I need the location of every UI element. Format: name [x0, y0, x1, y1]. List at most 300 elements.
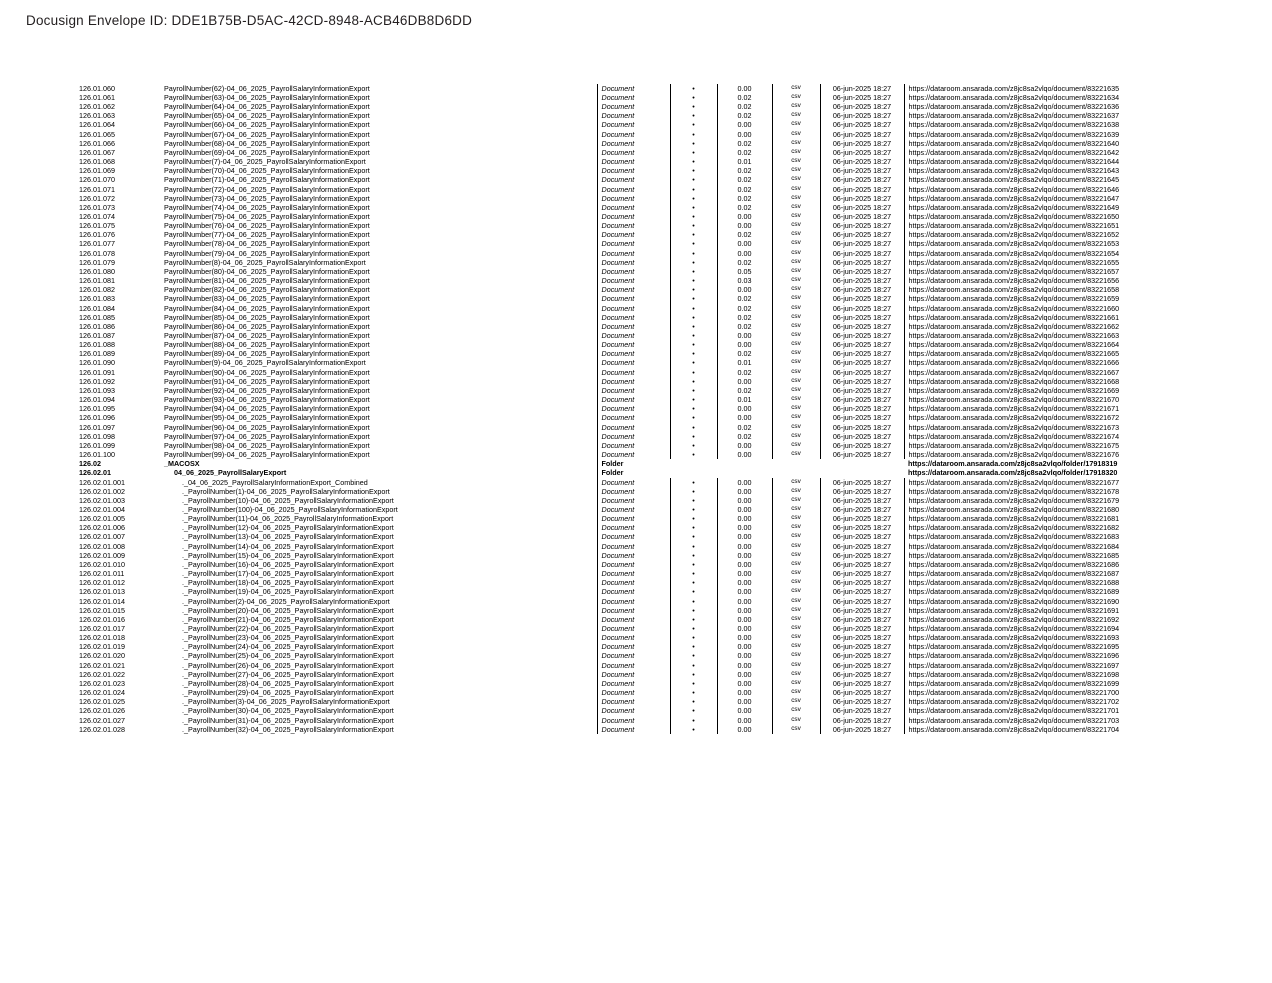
row-item-type: Document	[597, 414, 670, 423]
row-file-format: csv	[772, 514, 820, 523]
row-file-size: 0.01	[717, 157, 772, 166]
row-document-link[interactable]: https://dataroom.ansarada.com/z8jc8sa2vlqo/document/83221663	[904, 331, 1146, 340]
row-modified-date: 06-jun-2025 18:27	[820, 487, 904, 496]
row-item-name: PayrollNumber(98)-04_06_2025_PayrollSalaryInformationExport	[164, 441, 370, 450]
row-file-size: 0.02	[717, 111, 772, 120]
row-item-name: ._PayrollNumber(18)-04_06_2025_PayrollSalaryInformationExport	[182, 578, 394, 588]
row-item-name: ._PayrollNumber(11)-04_06_2025_PayrollSalaryInformationExport	[182, 514, 394, 524]
row-status-dot: •	[670, 240, 717, 249]
row-index-number: 126.01.100	[79, 450, 115, 460]
row-document-link[interactable]: https://dataroom.ansarada.com/z8jc8sa2vlqo/document/83221673	[904, 423, 1146, 432]
row-document-link[interactable]: https://dataroom.ansarada.com/z8jc8sa2vlqo/document/83221635	[904, 84, 1146, 93]
row-status-dot: •	[670, 157, 717, 166]
row-file-size: 0.00	[717, 606, 772, 615]
row-item-type: Document	[597, 93, 670, 102]
table-row	[76, 404, 1146, 413]
row-index-number: 126.01.084	[79, 303, 115, 313]
row-file-format: csv	[772, 194, 820, 203]
row-status-dot: •	[670, 194, 717, 203]
row-file-format: csv	[772, 578, 820, 587]
row-status-dot: •	[670, 450, 717, 459]
table-row	[76, 148, 1146, 157]
row-file-size: 0.00	[717, 551, 772, 560]
row-document-link[interactable]: https://dataroom.ansarada.com/z8jc8sa2vlqo/document/83221688	[904, 578, 1146, 587]
row-item-name: PayrollNumber(64)-04_06_2025_PayrollSalaryInformationExport	[164, 102, 370, 112]
table-row	[76, 478, 1146, 487]
row-status-dot	[670, 469, 717, 478]
row-index-number: 126.01.061	[79, 93, 115, 102]
table-row	[76, 221, 1146, 230]
row-index-number: 126.02.01.015	[79, 605, 125, 615]
row-status-dot: •	[670, 643, 717, 652]
row-item-name: ._PayrollNumber(27)-04_06_2025_PayrollSalaryInformationExport	[182, 670, 394, 679]
row-item-type: Document	[597, 350, 670, 359]
row-modified-date: 06-jun-2025 18:27	[820, 524, 904, 533]
row-item-type: Document	[597, 597, 670, 606]
row-file-size: 0.00	[717, 542, 772, 551]
row-file-format: csv	[772, 414, 820, 423]
row-status-dot: •	[670, 551, 717, 560]
row-modified-date: 06-jun-2025 18:27	[820, 588, 904, 597]
table-row	[76, 121, 1146, 130]
row-item-type: Document	[597, 148, 670, 157]
row-file-format: csv	[772, 551, 820, 560]
row-index-number: 126.01.068	[79, 157, 115, 167]
row-item-type: Document	[597, 368, 670, 377]
row-modified-date: 06-jun-2025 18:27	[820, 597, 904, 606]
row-modified-date: 06-jun-2025 18:27	[820, 725, 904, 734]
row-document-link[interactable]: https://dataroom.ansarada.com/z8jc8sa2vlqo/document/83221697	[904, 661, 1146, 670]
row-file-format: csv	[772, 331, 820, 340]
row-modified-date: 06-jun-2025 18:27	[820, 450, 904, 459]
table-row	[76, 212, 1146, 221]
row-status-dot: •	[670, 478, 717, 487]
row-item-name: ._PayrollNumber(26)-04_06_2025_PayrollSalaryInformationExport	[182, 660, 394, 670]
row-document-link[interactable]: https://dataroom.ansarada.com/z8jc8sa2vlqo/document/83221634	[904, 93, 1146, 102]
row-index-number: 126.02.01.003	[79, 496, 125, 505]
row-item-name: PayrollNumber(83)-04_06_2025_PayrollSalaryInformationExport	[164, 294, 370, 304]
row-item-name: PayrollNumber(67)-04_06_2025_PayrollSalaryInformationExport	[164, 129, 370, 139]
row-status-dot: •	[670, 679, 717, 688]
table-row	[76, 569, 1146, 578]
row-document-link[interactable]: https://dataroom.ansarada.com/z8jc8sa2vlqo/document/83221650	[904, 212, 1146, 221]
row-modified-date: 06-jun-2025 18:27	[820, 157, 904, 166]
row-file-format: csv	[772, 203, 820, 212]
row-document-link[interactable]: https://dataroom.ansarada.com/z8jc8sa2vlqo/document/83221642	[904, 148, 1146, 157]
row-document-link[interactable]: https://dataroom.ansarada.com/z8jc8sa2vlqo/document/83221700	[904, 688, 1146, 697]
row-item-name: 04_06_2025_PayrollSalaryExport	[174, 468, 287, 478]
table-row	[76, 652, 1146, 661]
row-file-format: csv	[772, 340, 820, 349]
row-document-link[interactable]: https://dataroom.ansarada.com/z8jc8sa2vlqo/document/83221672	[904, 414, 1146, 423]
table-row	[76, 469, 1146, 478]
row-modified-date: 06-jun-2025 18:27	[820, 111, 904, 120]
row-item-name: ._PayrollNumber(31)-04_06_2025_PayrollSalaryInformationExport	[182, 715, 394, 725]
row-status-dot: •	[670, 597, 717, 606]
row-document-link[interactable]: https://dataroom.ansarada.com/z8jc8sa2vlqo/document/83221687	[904, 569, 1146, 578]
row-item-name: PayrollNumber(88)-04_06_2025_PayrollSalaryInformationExport	[164, 340, 370, 350]
row-document-link[interactable]: https://dataroom.ansarada.com/z8jc8sa2vlqo/document/83221664	[904, 340, 1146, 349]
row-modified-date: 06-jun-2025 18:27	[820, 368, 904, 377]
row-item-name: ._PayrollNumber(15)-04_06_2025_PayrollSalaryInformationExport	[182, 550, 394, 560]
row-modified-date: 06-jun-2025 18:27	[820, 533, 904, 542]
row-file-size: 0.00	[717, 652, 772, 661]
row-modified-date: 06-jun-2025 18:27	[820, 478, 904, 487]
row-item-type: Document	[597, 450, 670, 459]
row-document-link[interactable]: https://dataroom.ansarada.com/z8jc8sa2vlqo/document/83221639	[904, 130, 1146, 139]
row-document-link[interactable]: https://dataroom.ansarada.com/z8jc8sa2vlqo/document/83221679	[904, 496, 1146, 505]
row-modified-date	[820, 459, 904, 468]
row-file-size: 0.00	[717, 441, 772, 450]
row-file-size: 0.00	[717, 121, 772, 130]
row-item-name: PayrollNumber(9)-04_06_2025_PayrollSalaryInformationExport	[164, 358, 366, 368]
row-modified-date: 06-jun-2025 18:27	[820, 441, 904, 450]
row-item-type: Document	[597, 304, 670, 313]
row-status-dot: •	[670, 102, 717, 111]
row-document-link[interactable]: https://dataroom.ansarada.com/z8jc8sa2vlqo/document/83221653	[904, 240, 1146, 249]
row-item-type: Document	[597, 84, 670, 93]
row-index-number: 126.01.063	[79, 111, 115, 121]
row-document-link[interactable]: https://dataroom.ansarada.com/z8jc8sa2vlqo/document/83221654	[904, 249, 1146, 258]
row-status-dot: •	[670, 404, 717, 413]
table-row	[76, 606, 1146, 615]
table-row	[76, 661, 1146, 670]
row-index-number: 126.01.097	[79, 422, 115, 432]
row-item-name: PayrollNumber(96)-04_06_2025_PayrollSalaryInformationExport	[164, 422, 370, 432]
row-document-link[interactable]: https://dataroom.ansarada.com/z8jc8sa2vlqo/document/83221645	[904, 176, 1146, 185]
row-modified-date: 06-jun-2025 18:27	[820, 93, 904, 102]
row-file-size: 0.02	[717, 386, 772, 395]
row-file-format: csv	[772, 185, 820, 194]
row-status-dot: •	[670, 93, 717, 102]
row-modified-date: 06-jun-2025 18:27	[820, 624, 904, 633]
row-document-link[interactable]: https://dataroom.ansarada.com/z8jc8sa2vlqo/document/83221703	[904, 716, 1146, 725]
row-item-name: PayrollNumber(74)-04_06_2025_PayrollSalaryInformationExport	[164, 203, 370, 212]
row-file-size: 0.00	[717, 533, 772, 542]
row-status-dot: •	[670, 176, 717, 185]
row-item-name: PayrollNumber(7)-04_06_2025_PayrollSalaryInformationExport	[164, 157, 366, 167]
table-row	[76, 157, 1146, 166]
row-document-link[interactable]: https://dataroom.ansarada.com/z8jc8sa2vlqo/document/83221676	[904, 450, 1146, 459]
row-file-format: csv	[772, 395, 820, 404]
row-status-dot: •	[670, 615, 717, 624]
row-document-link[interactable]: https://dataroom.ansarada.com/z8jc8sa2vlqo/document/83221659	[904, 295, 1146, 304]
row-modified-date: 06-jun-2025 18:27	[820, 377, 904, 386]
row-modified-date: 06-jun-2025 18:27	[820, 295, 904, 304]
row-item-type: Document	[597, 221, 670, 230]
table-row	[76, 313, 1146, 322]
row-file-size: 0.02	[717, 166, 772, 175]
row-modified-date: 06-jun-2025 18:27	[820, 688, 904, 697]
row-file-size: 0.00	[717, 524, 772, 533]
row-status-dot: •	[670, 716, 717, 725]
row-document-link[interactable]: https://dataroom.ansarada.com/z8jc8sa2vlqo/document/83221668	[904, 377, 1146, 386]
row-document-link[interactable]: https://dataroom.ansarada.com/z8jc8sa2vlqo/document/83221701	[904, 707, 1146, 716]
row-item-name: PayrollNumber(94)-04_06_2025_PayrollSalaryInformationExport	[164, 404, 370, 414]
row-file-format: csv	[772, 368, 820, 377]
row-document-link[interactable]: https://dataroom.ansarada.com/z8jc8sa2vlqo/document/83221674	[904, 432, 1146, 441]
row-item-type: Document	[597, 386, 670, 395]
row-document-link[interactable]: https://dataroom.ansarada.com/z8jc8sa2vlqo/document/83221696	[904, 652, 1146, 661]
row-file-size: 0.00	[717, 597, 772, 606]
row-item-type: Document	[597, 652, 670, 661]
row-item-type: Document	[597, 285, 670, 294]
row-document-link[interactable]: https://dataroom.ansarada.com/z8jc8sa2vlqo/document/83221690	[904, 597, 1146, 606]
row-document-link[interactable]: https://dataroom.ansarada.com/z8jc8sa2vlqo/document/83221698	[904, 670, 1146, 679]
row-index-number: 126.02.01.009	[79, 550, 125, 560]
row-status-dot: •	[670, 276, 717, 285]
row-document-link[interactable]: https://dataroom.ansarada.com/z8jc8sa2vlqo/document/83221680	[904, 505, 1146, 514]
row-status-dot: •	[670, 505, 717, 514]
row-modified-date: 06-jun-2025 18:27	[820, 121, 904, 130]
row-document-link[interactable]: https://dataroom.ansarada.com/z8jc8sa2vlqo/document/83221671	[904, 404, 1146, 413]
row-file-format: csv	[772, 304, 820, 313]
row-item-type: Document	[597, 295, 670, 304]
row-item-name: PayrollNumber(90)-04_06_2025_PayrollSalaryInformationExport	[164, 367, 370, 377]
row-status-dot: •	[670, 139, 717, 148]
row-file-size: 0.00	[717, 377, 772, 386]
row-file-format: csv	[772, 533, 820, 542]
row-file-size: 0.00	[717, 624, 772, 633]
row-document-link[interactable]: https://dataroom.ansarada.com/z8jc8sa2vlqo/document/83221694	[904, 624, 1146, 633]
row-item-type: Document	[597, 139, 670, 148]
table-row	[76, 395, 1146, 404]
row-item-name: PayrollNumber(77)-04_06_2025_PayrollSalaryInformationExport	[164, 230, 370, 240]
row-file-size: 0.00	[717, 212, 772, 221]
row-file-size: 0.00	[717, 688, 772, 697]
row-file-format: csv	[772, 487, 820, 496]
row-index-number: 126.01.092	[79, 377, 115, 386]
row-item-type: Document	[597, 203, 670, 212]
row-document-link[interactable]: https://dataroom.ansarada.com/z8jc8sa2vlqo/document/83221643	[904, 166, 1146, 175]
row-document-link[interactable]: https://dataroom.ansarada.com/z8jc8sa2vlqo/document/83221692	[904, 615, 1146, 624]
row-modified-date: 06-jun-2025 18:27	[820, 615, 904, 624]
row-index-number: 126.01.060	[79, 84, 115, 93]
table-row	[76, 249, 1146, 258]
row-item-name: ._PayrollNumber(24)-04_06_2025_PayrollSalaryInformationExport	[182, 642, 394, 652]
row-status-dot: •	[670, 670, 717, 679]
row-document-link[interactable]: https://dataroom.ansarada.com/z8jc8sa2vlqo/document/83221695	[904, 643, 1146, 652]
row-document-link[interactable]: https://dataroom.ansarada.com/z8jc8sa2vlqo/document/83221649	[904, 203, 1146, 212]
row-file-format	[772, 459, 820, 468]
row-document-link[interactable]: https://dataroom.ansarada.com/z8jc8sa2vlqo/document/83221669	[904, 386, 1146, 395]
row-document-link[interactable]: https://dataroom.ansarada.com/z8jc8sa2vlqo/document/83221699	[904, 679, 1146, 688]
row-modified-date: 06-jun-2025 18:27	[820, 404, 904, 413]
row-document-link[interactable]: https://dataroom.ansarada.com/z8jc8sa2vlqo/document/83221693	[904, 633, 1146, 642]
row-document-link[interactable]: https://dataroom.ansarada.com/z8jc8sa2vlqo/document/83221661	[904, 313, 1146, 322]
table-row	[76, 441, 1146, 450]
row-document-link[interactable]: https://dataroom.ansarada.com/z8jc8sa2vlqo/document/83221704	[904, 725, 1146, 734]
row-document-link[interactable]: https://dataroom.ansarada.com/z8jc8sa2vlqo/document/83221702	[904, 697, 1146, 706]
row-document-link[interactable]: https://dataroom.ansarada.com/z8jc8sa2vlqo/document/83221683	[904, 533, 1146, 542]
row-status-dot: •	[670, 432, 717, 441]
row-file-format: csv	[772, 84, 820, 93]
row-item-type: Document	[597, 615, 670, 624]
row-document-link[interactable]: https://dataroom.ansarada.com/z8jc8sa2vlqo/document/83221691	[904, 606, 1146, 615]
row-document-link[interactable]: https://dataroom.ansarada.com/z8jc8sa2vlqo/document/83221651	[904, 221, 1146, 230]
row-file-size: 0.00	[717, 130, 772, 139]
row-file-format: csv	[772, 313, 820, 322]
row-file-size: 0.00	[717, 578, 772, 587]
row-document-link[interactable]: https://dataroom.ansarada.com/z8jc8sa2vlqo/document/83221686	[904, 560, 1146, 569]
row-document-link[interactable]: https://dataroom.ansarada.com/z8jc8sa2vlqo/document/83221655	[904, 258, 1146, 267]
row-status-dot: •	[670, 221, 717, 230]
row-file-size: 0.00	[717, 487, 772, 496]
row-item-type: Document	[597, 331, 670, 340]
row-item-name: PayrollNumber(70)-04_06_2025_PayrollSalaryInformationExport	[164, 166, 370, 176]
table-row	[76, 340, 1146, 349]
row-modified-date: 06-jun-2025 18:27	[820, 670, 904, 679]
row-file-format: csv	[772, 249, 820, 258]
row-document-link[interactable]: https://dataroom.ansarada.com/z8jc8sa2vlqo/document/83221646	[904, 185, 1146, 194]
row-document-link[interactable]: https://dataroom.ansarada.com/z8jc8sa2vlqo/document/83221636	[904, 102, 1146, 111]
row-file-format: csv	[772, 423, 820, 432]
row-item-name: ._04_06_2025_PayrollSalaryInformationExport_Combined	[182, 477, 368, 487]
row-index-number: 126.01.095	[79, 404, 115, 414]
table-row	[76, 542, 1146, 551]
row-item-name: ._PayrollNumber(2)-04_06_2025_PayrollSalaryInformationExport	[182, 596, 390, 606]
row-item-type: Document	[597, 505, 670, 514]
row-item-type: Document	[597, 231, 670, 240]
row-item-type: Document	[597, 267, 670, 276]
row-document-link[interactable]: https://dataroom.ansarada.com/z8jc8sa2vlqo/document/83221658	[904, 285, 1146, 294]
table-row	[76, 350, 1146, 359]
row-index-number: 126.01.075	[79, 221, 115, 231]
row-file-format: csv	[772, 432, 820, 441]
row-document-link[interactable]: https://dataroom.ansarada.com/z8jc8sa2vlqo/document/83221675	[904, 441, 1146, 450]
table-row	[76, 423, 1146, 432]
row-index-number: 126.01.089	[79, 349, 115, 359]
row-item-name: PayrollNumber(78)-04_06_2025_PayrollSalaryInformationExport	[164, 239, 370, 249]
row-modified-date: 06-jun-2025 18:27	[820, 176, 904, 185]
row-item-type: Document	[597, 166, 670, 175]
row-document-link[interactable]: https://dataroom.ansarada.com/z8jc8sa2vlqo/document/83221681	[904, 514, 1146, 523]
row-document-link[interactable]: https://dataroom.ansarada.com/z8jc8sa2vlqo/document/83221660	[904, 304, 1146, 313]
row-modified-date: 06-jun-2025 18:27	[820, 414, 904, 423]
row-file-format: csv	[772, 450, 820, 459]
row-item-name: PayrollNumber(62)-04_06_2025_PayrollSalaryInformationExport	[164, 84, 370, 93]
row-item-name: PayrollNumber(68)-04_06_2025_PayrollSalaryInformationExport	[164, 138, 370, 148]
table-row	[76, 432, 1146, 441]
row-status-dot: •	[670, 267, 717, 276]
row-document-link[interactable]: https://dataroom.ansarada.com/z8jc8sa2vlqo/document/83221682	[904, 524, 1146, 533]
row-item-name: PayrollNumber(91)-04_06_2025_PayrollSalaryInformationExport	[164, 377, 370, 386]
row-file-format: csv	[772, 679, 820, 688]
table-row	[76, 679, 1146, 688]
row-document-link[interactable]: https://dataroom.ansarada.com/z8jc8sa2vlqo/document/83221670	[904, 395, 1146, 404]
row-modified-date: 06-jun-2025 18:27	[820, 697, 904, 706]
row-file-size: 0.02	[717, 176, 772, 185]
row-file-size: 0.00	[717, 514, 772, 523]
row-document-link[interactable]: https://dataroom.ansarada.com/z8jc8sa2vlqo/document/83221652	[904, 231, 1146, 240]
row-document-link[interactable]: https://dataroom.ansarada.com/z8jc8sa2vlqo/document/83221637	[904, 111, 1146, 120]
row-document-link[interactable]: https://dataroom.ansarada.com/z8jc8sa2vlqo/document/83221647	[904, 194, 1146, 203]
row-file-format: csv	[772, 624, 820, 633]
row-file-format: csv	[772, 560, 820, 569]
row-modified-date: 06-jun-2025 18:27	[820, 359, 904, 368]
row-document-link[interactable]: https://dataroom.ansarada.com/z8jc8sa2vlqo/folder/17918319	[908, 459, 1118, 469]
row-item-type: Document	[597, 121, 670, 130]
row-status-dot: •	[670, 331, 717, 340]
row-item-name: ._PayrollNumber(19)-04_06_2025_PayrollSalaryInformationExport	[182, 587, 394, 597]
row-document-link[interactable]: https://dataroom.ansarada.com/z8jc8sa2vlqo/document/83221689	[904, 588, 1146, 597]
row-status-dot: •	[670, 560, 717, 569]
row-document-link[interactable]: https://dataroom.ansarada.com/z8jc8sa2vlqo/document/83221678	[904, 487, 1146, 496]
row-document-link[interactable]: https://dataroom.ansarada.com/z8jc8sa2vlqo/document/83221684	[904, 542, 1146, 551]
row-file-format: csv	[772, 285, 820, 294]
row-item-name: PayrollNumber(86)-04_06_2025_PayrollSalaryInformationExport	[164, 322, 370, 331]
table-row	[76, 459, 1146, 468]
row-modified-date: 06-jun-2025 18:27	[820, 423, 904, 432]
row-index-number: 126.02.01.021	[79, 660, 125, 670]
row-item-name: PayrollNumber(99)-04_06_2025_PayrollSalaryInformationExport	[164, 450, 370, 460]
row-item-type: Document	[597, 185, 670, 194]
row-document-link[interactable]: https://dataroom.ansarada.com/z8jc8sa2vlqo/document/83221657	[904, 267, 1146, 276]
row-document-link[interactable]: https://dataroom.ansarada.com/z8jc8sa2vlqo/document/83221666	[904, 359, 1146, 368]
row-index-number: 126.02.01.022	[79, 670, 125, 679]
row-index-number: 126.02.01.008	[79, 541, 125, 551]
table-row	[76, 194, 1146, 203]
row-item-name: ._PayrollNumber(10)-04_06_2025_PayrollSalaryInformationExport	[182, 496, 394, 505]
row-modified-date: 06-jun-2025 18:27	[820, 285, 904, 294]
row-file-size: 0.00	[717, 569, 772, 578]
row-document-link[interactable]: https://dataroom.ansarada.com/z8jc8sa2vlqo/document/83221685	[904, 551, 1146, 560]
row-item-name: ._PayrollNumber(29)-04_06_2025_PayrollSalaryInformationExport	[182, 688, 394, 698]
row-status-dot: •	[670, 212, 717, 221]
row-document-link[interactable]: https://dataroom.ansarada.com/z8jc8sa2vlqo/document/83221656	[904, 276, 1146, 285]
row-file-size: 0.02	[717, 203, 772, 212]
row-file-format: csv	[772, 93, 820, 102]
row-status-dot: •	[670, 166, 717, 175]
row-file-format: csv	[772, 240, 820, 249]
row-document-link[interactable]: https://dataroom.ansarada.com/z8jc8sa2vlqo/document/83221644	[904, 157, 1146, 166]
row-status-dot: •	[670, 322, 717, 331]
row-item-type: Document	[597, 176, 670, 185]
row-modified-date: 06-jun-2025 18:27	[820, 350, 904, 359]
row-item-name: PayrollNumber(66)-04_06_2025_PayrollSalaryInformationExport	[164, 120, 370, 130]
row-document-link[interactable]: https://dataroom.ansarada.com/z8jc8sa2vlqo/document/83221640	[904, 139, 1146, 148]
row-file-size: 0.05	[717, 267, 772, 276]
row-item-type: Document	[597, 551, 670, 560]
table-row	[76, 386, 1146, 395]
row-index-number: 126.01.081	[79, 276, 115, 286]
row-document-link[interactable]: https://dataroom.ansarada.com/z8jc8sa2vlqo/document/83221677	[904, 478, 1146, 487]
row-item-type: Document	[597, 542, 670, 551]
row-modified-date: 06-jun-2025 18:27	[820, 716, 904, 725]
row-item-type: Document	[597, 661, 670, 670]
row-modified-date: 06-jun-2025 18:27	[820, 231, 904, 240]
table-row	[76, 93, 1146, 102]
row-document-link[interactable]: https://dataroom.ansarada.com/z8jc8sa2vlqo/document/83221662	[904, 322, 1146, 331]
row-index-number: 126.01.077	[79, 239, 115, 249]
row-file-format: csv	[772, 231, 820, 240]
row-item-type: Document	[597, 688, 670, 697]
row-status-dot: •	[670, 542, 717, 551]
row-status-dot: •	[670, 652, 717, 661]
row-document-link[interactable]: https://dataroom.ansarada.com/z8jc8sa2vlqo/folder/17918320	[908, 468, 1118, 478]
row-status-dot: •	[670, 258, 717, 267]
row-document-link[interactable]: https://dataroom.ansarada.com/z8jc8sa2vlqo/document/83221667	[904, 368, 1146, 377]
table-row	[76, 487, 1146, 496]
row-item-name: ._PayrollNumber(28)-04_06_2025_PayrollSalaryInformationExport	[182, 679, 394, 688]
row-document-link[interactable]: https://dataroom.ansarada.com/z8jc8sa2vlqo/document/83221665	[904, 350, 1146, 359]
row-file-format: csv	[772, 166, 820, 175]
row-item-name: ._PayrollNumber(12)-04_06_2025_PayrollSalaryInformationExport	[182, 523, 394, 533]
row-item-name: ._PayrollNumber(30)-04_06_2025_PayrollSalaryInformationExport	[182, 706, 394, 716]
row-document-link[interactable]: https://dataroom.ansarada.com/z8jc8sa2vlqo/document/83221638	[904, 121, 1146, 130]
row-item-name: ._PayrollNumber(1)-04_06_2025_PayrollSalaryInformationExport	[182, 486, 390, 496]
row-status-dot: •	[670, 707, 717, 716]
